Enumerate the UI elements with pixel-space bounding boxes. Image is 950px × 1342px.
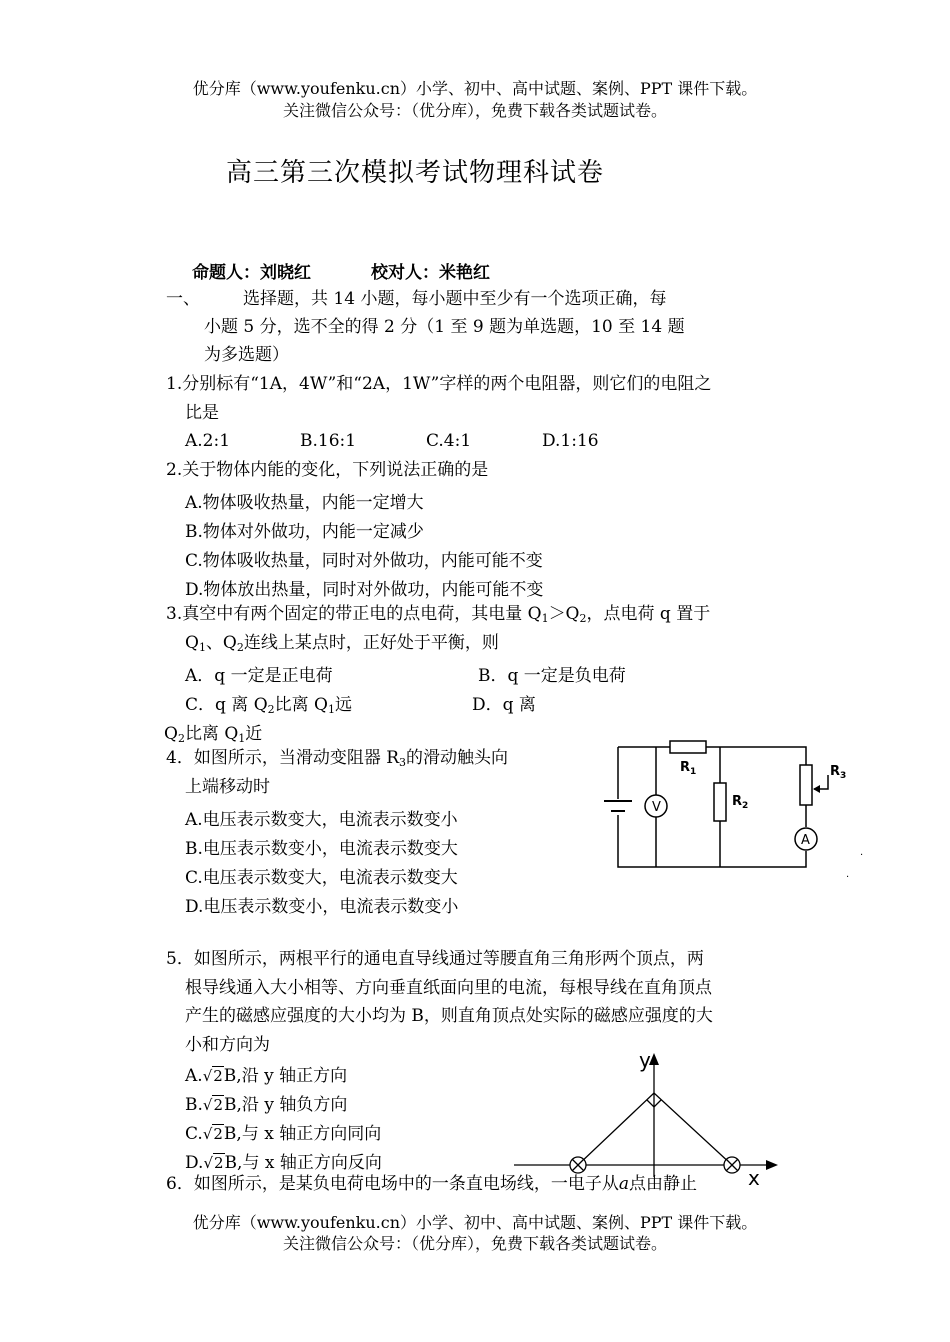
ammeter-label: A [801,833,810,848]
q1-option-d: D.1:16 [542,431,599,451]
r2-label: $R_2$ [732,794,749,811]
q3-stem-2: $Q_1$、$Q_2$连线上某点时，正好处于平衡，则 [185,633,499,654]
q2-option-c: C.物体吸收热量，同时对外做功，内能可能不变 [185,551,543,571]
q1-stem-2: 比是 [185,403,219,423]
q5-option-c: C.√2B,与 x 轴正方向同向 [185,1124,382,1144]
q1-option-b: B.16:1 [300,431,357,451]
q4-option-c: C.电压表示数变大，电流表示数变大 [185,868,458,888]
x-axis-arrow [766,1160,778,1170]
section-instr-3: 为多选题） [204,345,289,365]
q5-stem-4: 小和方向为 [185,1035,270,1055]
r3-label: $R_3$ [830,764,847,781]
r3-slider-arrow [813,785,820,793]
q3-option-a: A．q 一定是正电荷 [185,666,333,686]
section-number: 一、 [166,289,200,309]
section-instr-2: 小题 5 分，选不全的得 2 分（1 至 9 题为单选题，10 至 14 题 [204,317,685,337]
q5-option-d: D.√2B,与 x 轴正方向反向 [185,1153,382,1173]
stray-mark: . [846,869,850,880]
voltmeter-label: V [652,800,661,815]
q3-option-b: B．q 一定是负电荷 [478,666,626,686]
q5-stem-1: 5．如图所示，两根平行的通电直导线通过等腰直角三角形两个顶点，两 [166,949,704,969]
r2-resistor [714,783,726,821]
q5-option-a: A.√2B,沿 y 轴正方向 [185,1066,348,1086]
q2-stem: 2.关于物体内能的变化，下列说法正确的是 [166,460,489,480]
header-line-1: 优分库（www.youfenku.cn）小学、初中、高中试题、案例、PPT 课件下载。 [192,79,758,98]
sqrt-symbol: √2 [202,1067,223,1085]
header-line-2: 关注微信公众号：（优分库），免费下载各类试题试卷。 [282,101,667,120]
q6-stem-1: 6．如图所示，是某负电荷电场中的一条直电场线，一电子从a点由静止 [166,1174,697,1194]
footer-line-2: 关注微信公众号：（优分库），免费下载各类试题试卷。 [282,1234,667,1253]
r1-label: $R_1$ [680,760,697,777]
q5-option-b: B.√2B,沿 y 轴负方向 [185,1095,348,1115]
q4-option-d: D.电压表示数变小，电流表示数变小 [185,897,459,917]
q5-stem-3: 产生的磁感应强度的大小均为 B，则直角顶点处实际的磁感应强度的大 [185,1006,713,1026]
r1-resistor [670,741,706,753]
q4-circuit-diagram [596,735,866,885]
left-bottom-wire [618,747,806,867]
stray-mark: . [860,847,864,858]
top-wire [618,747,806,765]
q4-stem-2: 上端移动时 [185,777,270,797]
sqrt-symbol: √2 [203,1154,224,1172]
q3-option-c: C．q 离 $Q_2$比离 $Q_1$远 [185,695,352,716]
q1-option-a: A.2:1 [185,431,231,451]
r3-resistor [800,765,812,805]
x-axis-label: x [748,1166,760,1185]
q1-stem-1: 1.分别标有“1A，4W”和“2A，1W”字样的两个电阻器，则它们的电阻之 [166,374,712,394]
q2-option-a: A.物体吸收热量，内能一定增大 [185,493,424,513]
y-axis-label: y [639,1048,651,1072]
q1-option-c: C.4:1 [426,431,472,451]
q4-option-a: A.电压表示数变大，电流表示数变小 [185,810,458,830]
q3-option-d: D．q 离 [472,695,536,715]
q5-stem-2: 根导线通入大小相等、方向垂直纸面向里的电流，每根导线在直角顶点 [185,978,712,998]
triangle-sides [578,1093,732,1165]
q3-stem-1: 3.真空中有两个固定的带正电的点电荷，其电量 $Q_1>Q_2$，点电荷 q 置于 [166,604,711,625]
sqrt-symbol: √2 [202,1125,223,1143]
q2-option-b: B.物体对外做功，内能一定减少 [185,522,424,542]
authors-line [192,258,490,283]
q4-stem-1: 4．如图所示，当滑动变阻器 $R_3$的滑动触头向 [166,748,509,769]
sqrt-symbol: √2 [202,1096,224,1114]
q5-coordinate-diagram [508,1045,798,1185]
footer-line-1: 优分库（www.youfenku.cn）小学、初中、高中试题、案例、PPT 课件下载。 [192,1213,758,1232]
q3-option-d-continued: $Q_2$比离 $Q_1$近 [164,724,263,745]
exam-title: 高三第三次模拟考试物理科试卷 [226,158,605,188]
q4-option-b: B.电压表示数变小，电流表示数变大 [185,839,458,859]
checker: 校对人：米艳红 [371,263,490,283]
q2-option-d: D.物体放出热量，同时对外做功，内能可能不变 [185,580,544,600]
section-instr-1: 选择题，共 14 小题，每小题中至少有一个选项正确，每 [243,289,667,309]
r3-slider [814,775,828,789]
setter: 命题人：刘晓红 [192,263,311,283]
